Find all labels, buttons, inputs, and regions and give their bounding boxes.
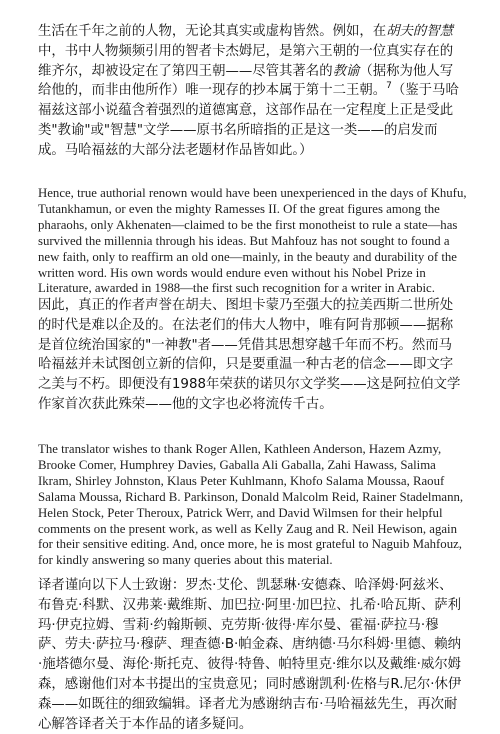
paragraph-chinese-renown: 因此，真正的作者声誉在胡夫、图坦卡蒙乃至强大的拉美西斯二世所处的时代是难以企及的。在法老们的伟大人物中，唯有阿肯那顿——据称是首位统治国家的"一神教"者——凭借其思想穿越千年而不朽。然而马哈福兹并未试图创立新的信仰，只是要重温一种古老的信念——即文字之美与不朽。即便没有1988年荣获的诺贝尔文学奖——这是阿拉伯文学作家首次获此殊荣——他的文字也必将流传千古。: [38, 298, 461, 412]
para1-text-c: （据称为他人写给他的，而非由他所作）唯一现存的抄本属于第十二王朝。: [38, 63, 454, 99]
para1-text-b: 中，书中人物频频引用的智者卡杰姆尼，是第六王朝的一位真实存在的维齐尔，却被设定在了第四王朝——尽管其著名的: [38, 43, 454, 79]
para1-text-d: （鉴于马哈福兹这部小说蕴含着强烈的道德寓意，这部作品在一定程度上正是受此类"教谕"或"智慧"文学——原书名所暗指的正是这一类——的启发而成。马哈福兹的大部分法老题材作品皆如此。）: [38, 83, 459, 158]
paragraph-english-renown: Hence, true authorial renown would have been unexperienced in the days of Khufu, Tutankhamun, or even the mighty Ramesses II. Of the great figures among the pharaohs, only Akhenaten—claimed to be the first monotheist to rule a state—has survived the millennia through his ideas. But Mahfouz has not sought to found a new faith, only to reaffirm an old one—mainly, in the beauty and durability of the written word. His own words would endure even without his Nobel Prize in Literature, awarded in 1988—the first such recognition for a writer in Arabic.: [38, 186, 467, 296]
footnote-marker: 7: [386, 81, 392, 92]
paragraph-chinese-intro: [38, 22, 464, 161]
para1-text-a: 生活在千年之前的人物，无论其真实或虚构皆然。例如，在: [38, 24, 387, 39]
book-title-wisdom-of-khufu: 胡夫的智慧: [386, 24, 454, 39]
paragraph-chinese-acknowledgements: 译者谨向以下人士致谢：罗杰·艾伦、凯瑟琳·安德森、哈泽姆·阿兹米、布鲁克·科默、汉弗莱·戴维斯、加巴拉·阿里·加巴拉、扎希·哈瓦斯、萨利玛·伊克拉姆、雪莉·约翰斯顿、克劳斯·彼得·库尔曼、霍福·萨拉马·穆萨、劳夫·萨拉马·穆萨、理查德·B·帕金森、唐纳德·马尔科姆·里德、赖纳·施塔德尔曼、海伦·斯托克、彼得·特鲁、帕特里克·维尔以及戴维·威尔姆森，感谢他们对本书提出的宝贵意见；同时感谢凯利·佐格与R.尼尔·休伊森——如既往的细致编辑。译者尤为感谢纳吉布·马哈福兹先生，再次耐心解答译者关于本作品的诸多疑问。: [38, 578, 462, 732]
paragraph-english-acknowledgements: The translator wishes to thank Roger Allen, Kathleen Anderson, Hazem Azmy, Brooke Comer, Humphrey Davies, Gaballa Ali Gaballa, Zahi Hawass, Salima Ikram, Shirley Johnston, Klaus Peter Kuhlmann, Khofo Salama Moussa, Raouf Salama Moussa, Richard B. Parkinson, Donald Malcolm Reid, Rainer Stadelmann, Helen Stock, Peter Theroux, Patrick Werr, and David Wilmsen for their helpful comments on the present work, as well as Kelly Zaug and R. Neil Hewison, again for their sensitive editing. And, once more, he is most grateful to Naguib Mahfouz, for kindly answering so many queries about this material.: [38, 442, 464, 568]
book-title-instruction: 教谕: [332, 63, 360, 79]
